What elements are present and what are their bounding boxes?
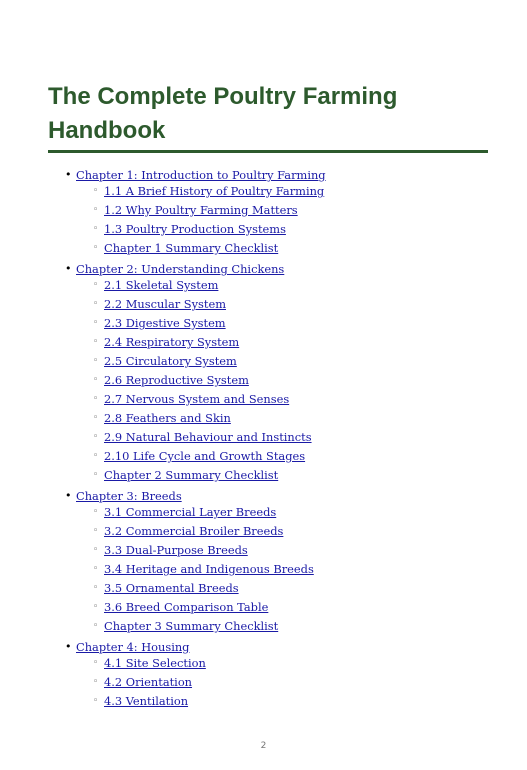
bullet-icon: • (65, 489, 72, 502)
section-link[interactable]: 2.7 Nervous System and Senses (104, 392, 290, 406)
toc-section (76, 372, 527, 391)
toc-section (76, 599, 527, 618)
chapter-link[interactable]: Chapter 1: Introduction to Poultry Farming (76, 168, 326, 182)
circle-bullet-icon: ◦ (93, 337, 99, 347)
toc-section (76, 221, 527, 240)
toc-section (76, 353, 527, 372)
circle-bullet-icon: ◦ (93, 280, 99, 290)
section-link[interactable]: 1.1 A Brief History of Poultry Farming (104, 184, 325, 198)
circle-bullet-icon: ◦ (93, 564, 99, 574)
table-of-contents (0, 165, 527, 712)
circle-bullet-icon: ◦ (93, 413, 99, 423)
chapter-link[interactable]: Chapter 2: Understanding Chickens (76, 262, 285, 276)
toc-section (76, 674, 527, 693)
circle-bullet-icon: ◦ (93, 224, 99, 234)
section-link[interactable]: 2.8 Feathers and Skin (104, 411, 231, 425)
circle-bullet-icon: ◦ (93, 658, 99, 668)
section-link[interactable]: 2.6 Reproductive System (104, 373, 249, 387)
section-list (76, 277, 527, 486)
section-link[interactable]: 3.2 Commercial Broiler Breeds (104, 524, 284, 538)
section-link[interactable]: 2.10 Life Cycle and Growth Stages (104, 449, 306, 463)
section-link[interactable]: 3.5 Ornamental Breeds (104, 581, 239, 595)
section-link[interactable]: Chapter 1 Summary Checklist (104, 241, 279, 255)
toc-section (76, 448, 527, 467)
toc-section (76, 296, 527, 315)
circle-bullet-icon: ◦ (93, 318, 99, 328)
toc-section (76, 240, 527, 259)
toc-section (76, 504, 527, 523)
toc-section (76, 467, 527, 486)
toc-section (76, 277, 527, 296)
section-link[interactable]: 2.3 Digestive System (104, 316, 226, 330)
section-link[interactable]: 4.3 Ventilation (104, 694, 189, 708)
section-link[interactable]: 4.2 Orientation (104, 675, 193, 689)
page-title: The Complete Poultry Farming Handbook (48, 83, 398, 144)
section-link[interactable]: 2.2 Muscular System (104, 297, 226, 311)
toc-section (76, 542, 527, 561)
section-list (76, 183, 527, 259)
circle-bullet-icon: ◦ (93, 526, 99, 536)
circle-bullet-icon: ◦ (93, 394, 99, 404)
circle-bullet-icon: ◦ (93, 583, 99, 593)
circle-bullet-icon: ◦ (93, 432, 99, 442)
page-number: 2 (260, 741, 267, 751)
circle-bullet-icon: ◦ (93, 375, 99, 385)
circle-bullet-icon: ◦ (93, 602, 99, 612)
toc-chapter-3 (0, 488, 527, 637)
section-list (76, 504, 527, 637)
toc-section (76, 183, 527, 202)
section-link[interactable]: 1.3 Poultry Production Systems (104, 222, 286, 236)
toc-section (76, 202, 527, 221)
toc-section (76, 410, 527, 429)
section-link[interactable]: 2.5 Circulatory System (104, 354, 237, 368)
circle-bullet-icon: ◦ (93, 205, 99, 215)
toc-section (76, 580, 527, 599)
bullet-icon: • (65, 262, 72, 275)
toc-chapter-1 (0, 167, 527, 259)
toc-section (76, 561, 527, 580)
toc-section (76, 391, 527, 410)
toc-section (76, 693, 527, 712)
toc-chapter-4 (0, 639, 527, 712)
section-link[interactable]: 4.1 Site Selection (104, 656, 206, 670)
circle-bullet-icon: ◦ (93, 545, 99, 555)
section-link[interactable]: 3.1 Commercial Layer Breeds (104, 505, 277, 519)
toc-section (76, 655, 527, 674)
section-link[interactable]: 1.2 Why Poultry Farming Matters (104, 203, 298, 217)
section-link[interactable]: Chapter 2 Summary Checklist (104, 468, 279, 482)
circle-bullet-icon: ◦ (93, 507, 99, 517)
chapter-link[interactable]: Chapter 4: Housing (76, 640, 190, 654)
circle-bullet-icon: ◦ (93, 470, 99, 480)
toc-section (76, 618, 527, 637)
circle-bullet-icon: ◦ (93, 243, 99, 253)
section-link[interactable]: 3.3 Dual-Purpose Breeds (104, 543, 248, 557)
section-link[interactable]: 2.4 Respiratory System (104, 335, 240, 349)
circle-bullet-icon: ◦ (93, 356, 99, 366)
toc-section (76, 523, 527, 542)
toc-section (76, 334, 527, 353)
toc-section (76, 429, 527, 448)
chapter-link[interactable]: Chapter 3: Breeds (76, 489, 182, 503)
section-list (76, 655, 527, 712)
circle-bullet-icon: ◦ (93, 677, 99, 687)
circle-bullet-icon: ◦ (93, 696, 99, 706)
section-link[interactable]: 2.1 Skeletal System (104, 278, 219, 292)
title-divider (48, 150, 488, 153)
toc-chapter-2 (0, 261, 527, 486)
section-link[interactable]: 3.4 Heritage and Indigenous Breeds (104, 562, 314, 576)
section-link[interactable]: 3.6 Breed Comparison Table (104, 600, 269, 614)
circle-bullet-icon: ◦ (93, 299, 99, 309)
circle-bullet-icon: ◦ (93, 621, 99, 631)
section-link[interactable]: 2.9 Natural Behaviour and Instincts (104, 430, 312, 444)
circle-bullet-icon: ◦ (93, 186, 99, 196)
circle-bullet-icon: ◦ (93, 451, 99, 461)
bullet-icon: • (65, 640, 72, 653)
bullet-icon: • (65, 168, 72, 181)
section-link[interactable]: Chapter 3 Summary Checklist (104, 619, 279, 633)
toc-section (76, 315, 527, 334)
